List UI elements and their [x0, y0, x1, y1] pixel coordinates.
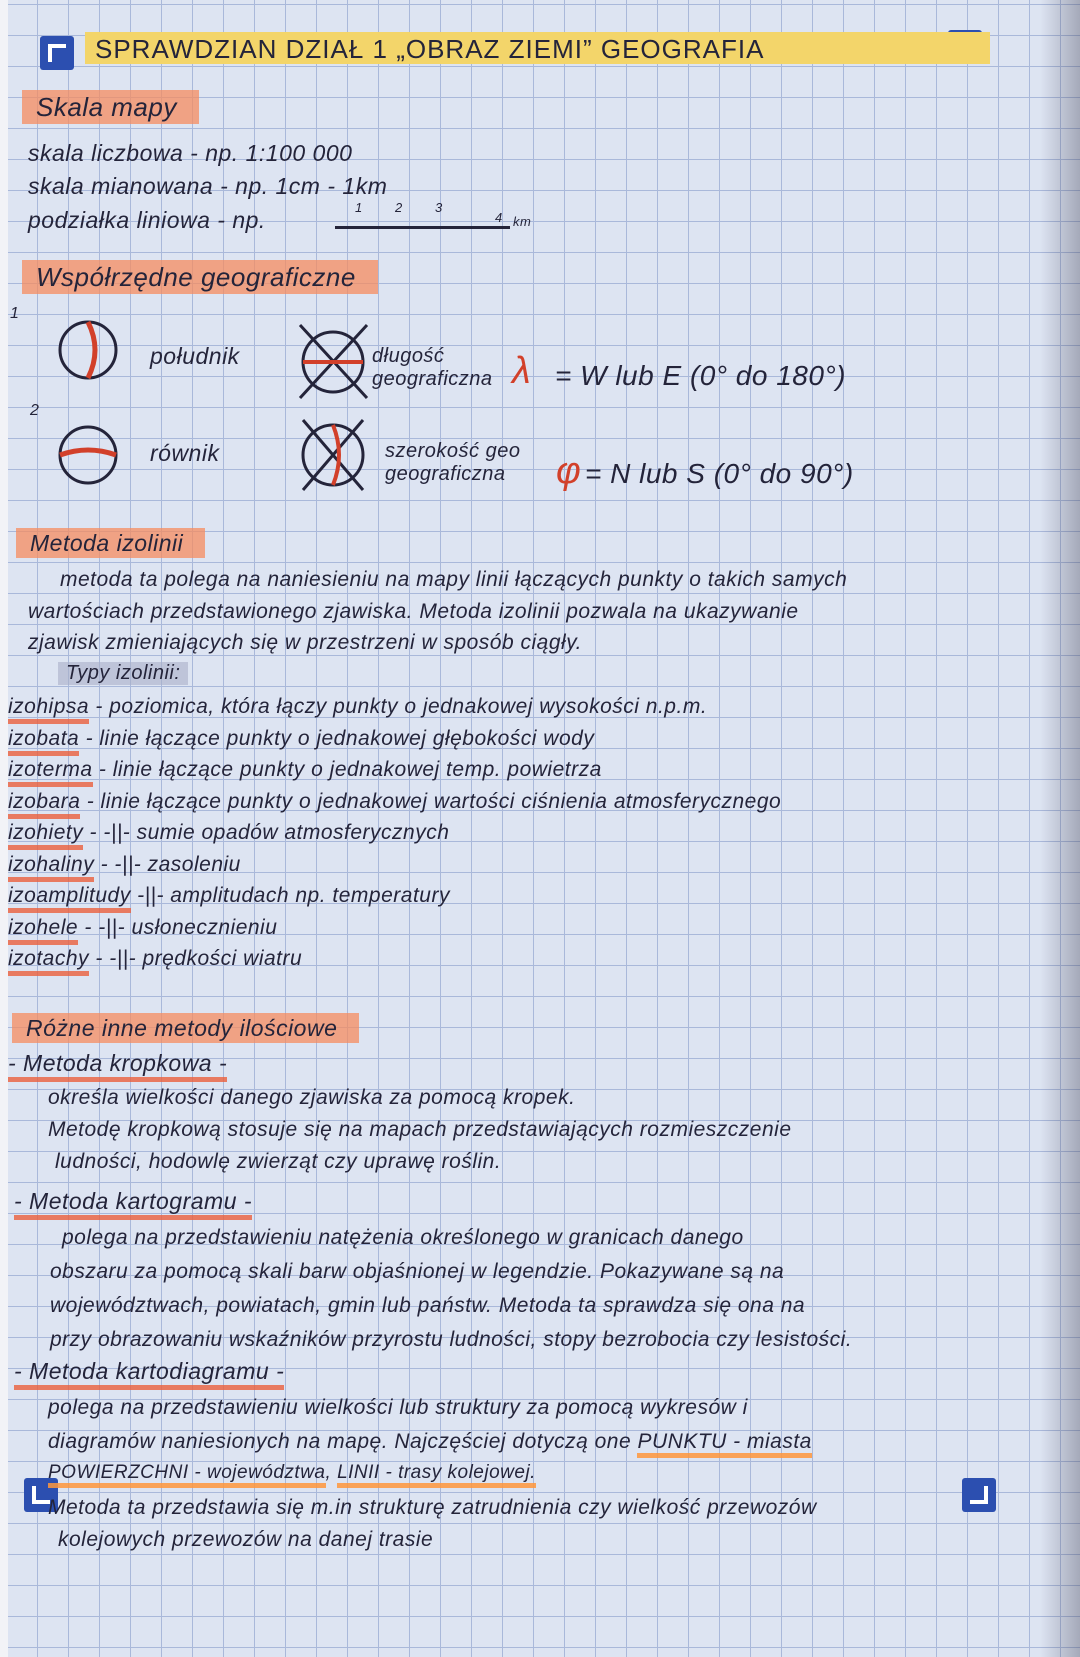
page-shadow — [1040, 0, 1080, 1657]
isoline-description: - linie łączące punkty o jednakowej wartości ciśnienia atmosferycznego — [86, 789, 782, 813]
choropleth-method-title: - Metoda kartogramu - — [14, 1188, 252, 1220]
longitude-range: = W lub E (0° do 180°) — [555, 360, 846, 391]
isoline-term: izohele — [8, 916, 78, 945]
meridian-label: południk — [150, 343, 240, 369]
cartodiagram-line: polega na przedstawieniu wielkości lub struktury za pomocą wykresów i — [48, 1396, 748, 1419]
isoline-type-item — [8, 727, 594, 751]
isoline-type-item — [8, 916, 277, 940]
equator-label: równik — [150, 440, 220, 466]
isoline-type-item — [8, 695, 707, 719]
scale-bar-tick: 1 — [355, 200, 363, 215]
cartodiagram-separator: , — [325, 1462, 338, 1483]
isoline-term: izobara — [8, 790, 80, 819]
corner-mark-icon — [962, 1478, 996, 1512]
isoline-description: - poziomica, która łączy punkty o jednakowej wysokości n.p.m. — [95, 695, 708, 718]
choropleth-line: województwach, powiatach, gmin lub państw. Metoda ta sprawdza się ona na — [50, 1294, 806, 1317]
scale-bar-tick: 3 — [435, 200, 443, 215]
lambda-symbol: λ — [512, 350, 532, 392]
isoline-type-item — [8, 947, 302, 971]
page-title: SPRAWDZIAN DZIAŁ 1 „OBRAZ ZIEMI” GEOGRAFIA — [95, 34, 765, 64]
page-edge — [0, 0, 8, 1657]
isoline-type-item — [8, 758, 602, 782]
isolines-paragraph-line: wartościach przedstawionego zjawiska. Metoda izolinii pozwala na ukazywanie — [28, 600, 799, 623]
dot-method-line: określa wielkości danego zjawiska za pomocą kropek. — [48, 1086, 576, 1109]
cartodiagram-line — [48, 1462, 536, 1484]
isoline-description: - linie łączące punkty o jednakowej głębokości wody — [85, 726, 595, 750]
cartodiagram-highlight-point: PUNKTU - miasta — [637, 1430, 811, 1458]
globe-diagrams — [50, 320, 130, 500]
scale-bar — [335, 200, 545, 232]
dot-method-title: - Metoda kropkowa - — [8, 1050, 227, 1082]
choropleth-line: polega na przedstawieniu natężenia określonego w granicach danego — [62, 1226, 744, 1249]
section-heading-methods: Różne inne metody ilościowe — [12, 1013, 359, 1043]
scale-item: skala liczbowa - np. 1:100 000 — [28, 140, 353, 166]
isoline-term: izobata — [8, 727, 79, 756]
cartodiagram-method-title: - Metoda kartodiagramu - — [14, 1358, 284, 1390]
number-1: 1 — [10, 305, 20, 322]
coordinate-diagrams — [295, 320, 375, 500]
isoline-term: izoterma — [8, 758, 93, 787]
isoline-term: izohipsa — [8, 695, 89, 724]
isoline-description: - -||- sumie opadów atmosferycznych — [89, 821, 450, 844]
cartodiagram-line — [48, 1430, 812, 1454]
isoline-description: - -||- prędkości wiatru — [95, 947, 303, 970]
isoline-type-item — [8, 853, 241, 877]
isoline-type-item — [8, 790, 781, 814]
isoline-type-item — [8, 884, 450, 908]
isoline-description: - -||- usłonecznieniu — [84, 915, 278, 939]
scale-item: skala mianowana - np. 1cm - 1km — [28, 173, 388, 199]
latitude-range: = N lub S (0° do 90°) — [585, 458, 854, 489]
isolines-paragraph-line: metoda ta polega na naniesieniu na mapy linii łączących punkty o takich samych — [60, 568, 848, 591]
scale-item: podziałka liniowa - np. — [28, 207, 266, 233]
isoline-term: izoamplitudy — [8, 884, 131, 913]
scale-bar-tick: 4 — [495, 210, 503, 225]
cartodiagram-text: diagramów naniesionych na mapę. Najczęściej dotyczą one — [48, 1430, 638, 1453]
number-2: 2 — [30, 402, 40, 419]
isoline-description: - linie łączące punkty o jednakowej temp. powietrza — [98, 758, 602, 781]
isoline-type-item — [8, 821, 449, 845]
section-heading-scale: Skala mapy — [22, 90, 199, 124]
isoline-description: -||- amplitudach np. temperatury — [137, 884, 450, 907]
scale-bar-unit: km — [513, 214, 532, 229]
dot-method-line: ludności, hodowlę zwierząt czy uprawę roślin. — [55, 1150, 502, 1173]
cartodiagram-highlight-line: LINII - trasy kolejowej. — [337, 1462, 536, 1488]
choropleth-line: przy obrazowaniu wskaźników przyrostu ludności, stopy bezrobocia czy lesistości. — [50, 1328, 853, 1351]
cartodiagram-highlight-area: POWIERZCHNI - województwa — [48, 1462, 326, 1488]
dot-method-line: Metodę kropkową stosuje się na mapach przedstawiających rozmieszczenie — [48, 1118, 792, 1141]
isolines-paragraph-line: zjawisk zmieniających się w przestrzeni w sposób ciągły. — [28, 631, 582, 654]
longitude-label: długość geograficzna — [372, 345, 493, 390]
cartodiagram-line: kolejowych przewozów na danej trasie — [58, 1528, 434, 1551]
isoline-types-label: Typy izolinii: — [58, 662, 188, 685]
section-heading-isolines: Metoda izolinii — [16, 528, 205, 558]
isoline-term: izohiety — [8, 821, 83, 850]
scale-bar-tick: 2 — [395, 200, 403, 215]
cartodiagram-line: Metoda ta przedstawia się m.in strukturę zatrudnienia czy wielkość przewozów — [48, 1496, 817, 1519]
isoline-description: - -||- zasoleniu — [100, 852, 241, 876]
latitude-label: szerokość geo geograficzna — [385, 440, 521, 485]
isoline-term: izotachy — [8, 947, 89, 976]
phi-symbol: φ — [556, 450, 582, 492]
corner-mark-icon — [40, 36, 74, 70]
choropleth-line: obszaru za pomocą skali barw objaśnionej w legendzie. Pokazywane są na — [50, 1260, 785, 1283]
section-heading-coordinates: Współrzędne geograficzne — [22, 260, 378, 294]
isoline-term: izohaliny — [8, 853, 94, 882]
